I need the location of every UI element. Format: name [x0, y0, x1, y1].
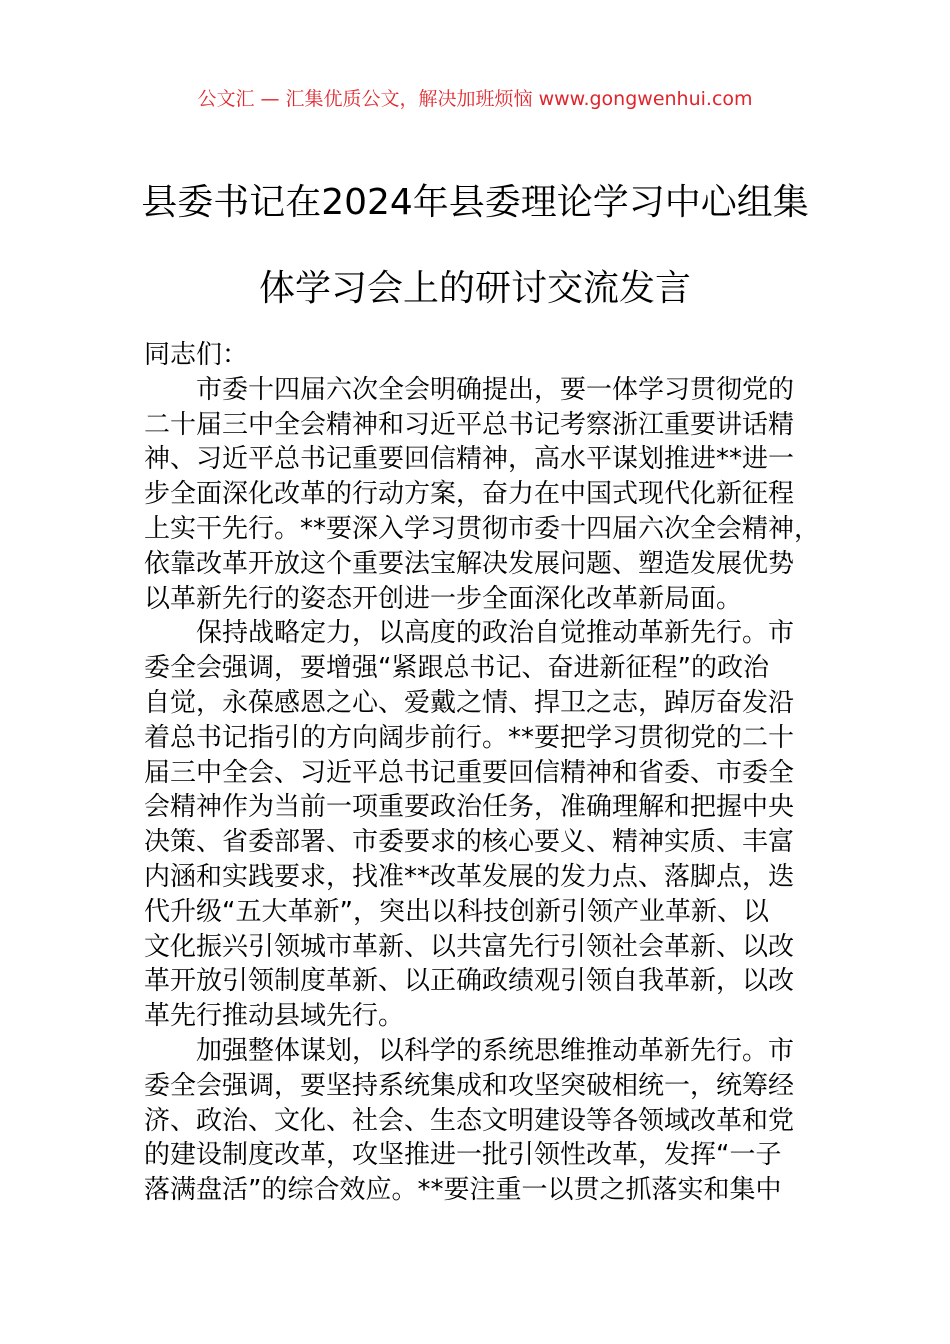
document-body: [144, 338, 824, 1208]
text-line: 革开放引领制度革新、以正确政绩观引领自我革新，以改: [144, 966, 795, 997]
text-line: 以革新先行的姿态开创进一步全面深化改革新局面。: [144, 583, 743, 614]
paragraph-2: [144, 616, 824, 1034]
watermark-banner: 公文汇 — 汇集优质公文，解决加班烦恼 www.gongwenhui.com: [197, 88, 753, 110]
paragraph-3: [144, 1034, 824, 1208]
title-line: 体学习会上的研讨交流发言: [258, 268, 691, 309]
text-line: 会精神作为当前一项重要政治任务，准确理解和把握中央: [144, 792, 795, 823]
text-line: 自觉，永葆感恩之心、爱戴之情、捍卫之志，踔厉奋发沿: [144, 687, 795, 718]
paragraph-1: [144, 373, 824, 617]
text-line: 保持战略定力，以高度的政治自觉推动革新先行。市: [196, 618, 795, 649]
text-line: 神、习近平总书记重要回信精神，高水平谋划推进**进一: [144, 444, 795, 475]
text-line: 市委十四届六次全会明确提出，要一体学习贯彻党的: [196, 374, 795, 405]
text-line: 决策、省委部署、市委要求的核心要义、精神实质、丰富: [144, 827, 795, 858]
text-line: 依靠改革开放这个重要法宝解决发展问题、塑造发展优势: [144, 548, 795, 579]
text-line: 届三中全会、习近平总书记重要回信精神和省委、市委全: [144, 757, 795, 788]
document-title: [120, 160, 830, 332]
text-line: 步全面深化改革的行动方案，奋力在中国式现代化新征程: [144, 479, 795, 510]
text-line: 济、政治、文化、社会、生态文明建设等各领域改革和党: [144, 1105, 795, 1136]
text-line: 委全会强调，要坚持系统集成和攻坚突破相统一，统筹经: [144, 1070, 795, 1101]
text-line: 二十届三中全会精神和习近平总书记考察浙江重要讲话精: [144, 409, 795, 440]
text-line: 着总书记指引的方向阔步前行。**要把学习贯彻党的二十: [144, 722, 795, 753]
text-line: 的建设制度改革，攻坚推进一批引领性改革，发挥“一子: [144, 1140, 782, 1171]
text-line: 上实干先行。**要深入学习贯彻市委十四届六次全会精神，: [144, 513, 821, 544]
text-line: 代升级“五大革新”，突出以科技创新引领产业革新、以: [144, 896, 769, 927]
text-line: 革先行推动县域先行。: [144, 1001, 405, 1032]
text-line: 文化振兴引领城市革新、以共富先行引领社会革新、以改: [144, 931, 795, 962]
salutation: 同志们：: [144, 340, 249, 370]
title-line: 县委书记在2024年县委理论学习中心组集: [141, 182, 809, 223]
text-line: 落满盘活”的综合效应。**要注重一以贯之抓落实和集中: [144, 1175, 782, 1206]
text-line: 加强整体谋划，以科学的系统思维推动革新先行。市: [196, 1035, 795, 1066]
text-line: 内涵和实践要求，找准**改革发展的发力点、落脚点，迭: [144, 861, 795, 892]
text-line: 委全会强调，要增强“紧跟总书记、奋进新征程”的政治: [144, 653, 769, 684]
